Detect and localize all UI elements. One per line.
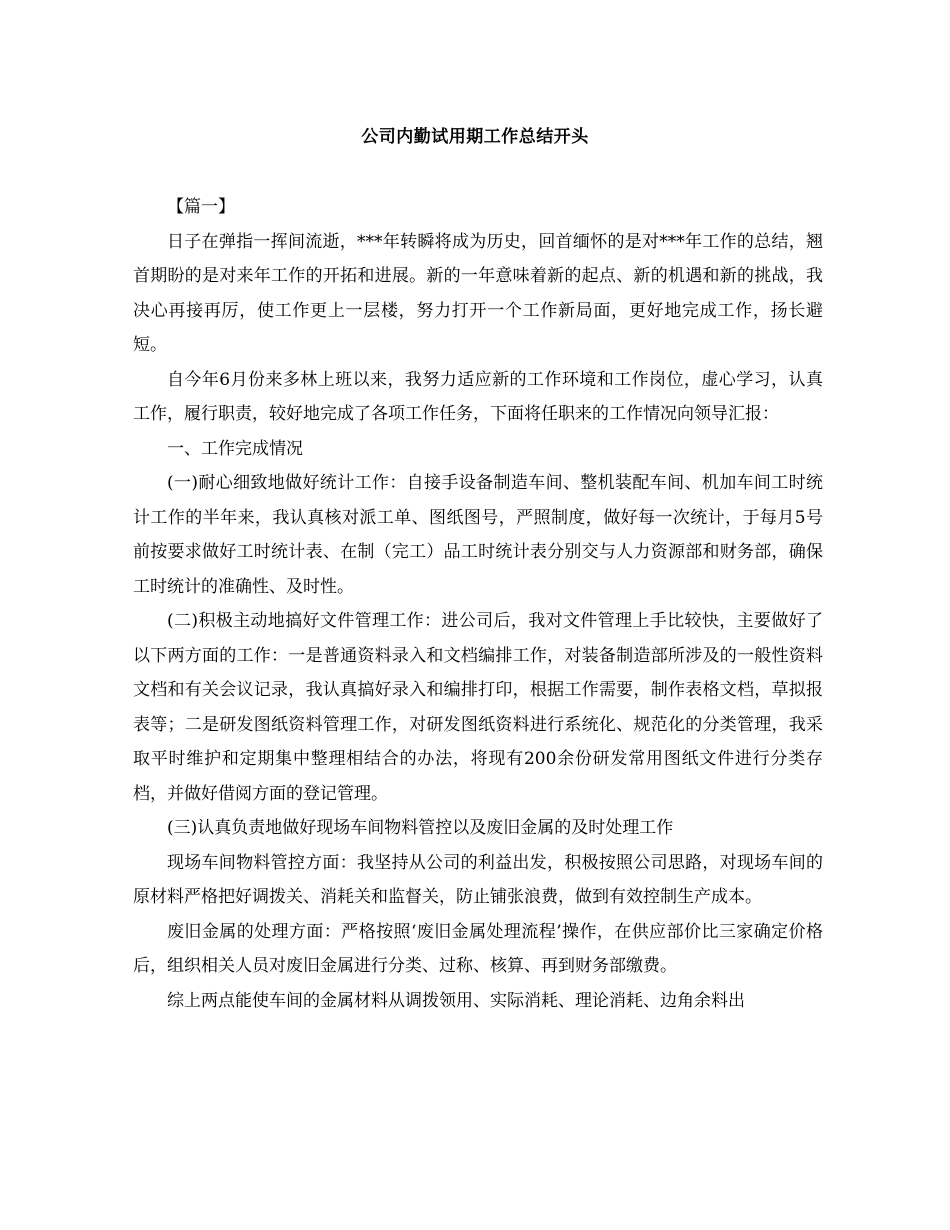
paragraph-conclusion: 综上两点能使车间的金属材料从调拨领用、实际消耗、理论消耗、边角余料出 [167, 990, 745, 1011]
paragraph-statistics: (一)耐心细致地做好统计工作：自接手设备制造车间、整机装配车间、机加车间工时统计工作的半年来，我认真核对派工单、图纸图号，严照制度，做好每一次统计，于每月5号前按要求做好工时统计表、在制（完工）品工时统计表分别交与人力资源部和财务部，确保工时统计的准确性、及时性。 [133, 473, 823, 597]
paragraph-scrap-metal: 废旧金属的处理方面：严格按照‘废旧金属处理流程’操作，在供应部价比三家确定价格后，组织相关人员对废旧金属进行分类、过称、核算、再到财务部缴费。 [133, 921, 823, 976]
document-body [133, 190, 823, 1018]
section-label: 【篇一】 [167, 197, 235, 217]
paragraph-intro: 日子在弹指一挥间流逝，***年转瞬将成为历史，回首缅怀的是对***年工作的总结，翘首期盼的是对来年工作的开拓和进展。新的一年意味着新的起点、新的机遇和新的挑战，我决心再接再厉，使工作更上一层楼，努力打开一个工作新局面，更好地完成工作，扬长避短。 [133, 231, 823, 355]
paragraph-material-control-heading: (三)认真负责地做好现场车间物料管控以及废旧金属的及时处理工作 [167, 818, 674, 838]
paragraph-summary: 自今年6月份来多林上班以来，我努力适应新的工作环境和工作岗位，虚心学习，认真工作，履行职责，较好地完成了各项工作任务，下面将任职来的工作情况向领导汇报： [133, 369, 823, 424]
paragraph-material-control: 现场车间物料管控方面：我坚持从公司的利益出发，积极按照公司思路，对现场车间的原材料严格把好调拨关、消耗关和监督关，防止铺张浪费，做到有效控制生产成本。 [133, 852, 823, 907]
paragraph-file-management: (二)积极主动地搞好文件管理工作：进公司后，我对文件管理上手比较快，主要做好了以下两方面的工作：一是普通资料录入和文档编排工作，对装备制造部所涉及的一般性资料文档和有关会议记录，我认真搞好录入和编排打印，根据工作需要，制作表格文档，草拟报表等；二是研发图纸资料管理工作，对研发图纸资料进行系统化、规范化的分类管理，我采取平时维护和定期集中整理相结合的办法，将现有200余份研发常用图纸文件进行分类存档，并做好借阅方面的登记管理。 [133, 611, 823, 804]
heading-work-completion: 一、工作完成情况 [167, 438, 303, 459]
document-title: 公司内勤试用期工作总结开头 [361, 127, 589, 147]
